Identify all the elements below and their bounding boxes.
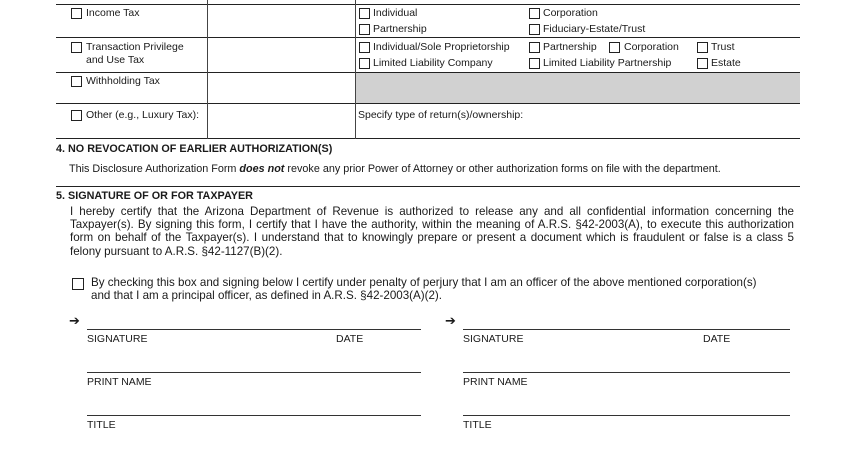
section5-certification-text: I hereby certify that the Arizona Department of Revenue is authorized to release any and all confidential information concerning the Taxpayer(s). By signing this form, I certify that I have the authority, within the meaning of A.R.S. §42-2003(A), to execute this authorization form on behalf of the Taxpayer(s). I understand that to knowingly prepare or present a document which is fraudulent or false is a class 5 felony pursuant to A.R.S. §42-1127(B)(2). — [70, 205, 794, 258]
income-corporation-checkbox[interactable] — [529, 8, 540, 19]
section4-bottom-rule — [56, 186, 800, 187]
income-individual-checkbox[interactable] — [359, 8, 370, 19]
tpt-llc-label: Limited Liability Company — [373, 57, 493, 69]
signature-arrow-icon: ➔ — [445, 314, 456, 329]
signature-line-right[interactable] — [463, 329, 790, 330]
signature-label-left: SIGNATURE — [87, 333, 148, 345]
tpt-label-line1: Transaction Privilege — [86, 41, 184, 53]
tpt-corporation-checkbox[interactable] — [609, 42, 620, 53]
income-fiduciary-label: Fiduciary-Estate/Trust — [543, 23, 646, 35]
income-tax-checkbox[interactable] — [71, 8, 82, 19]
section4-text-start: This Disclosure Authorization Form — [69, 163, 240, 175]
tpt-estate-label: Estate — [711, 57, 741, 69]
officer-certify-line2: and that I am a principal officer, as defined in A.R.S. §42-2003(A)(2). — [91, 289, 443, 302]
specify-ownership-field[interactable] — [358, 122, 798, 137]
tpt-sole-prop-label: Individual/Sole Proprietorship — [373, 41, 510, 53]
tpt-partnership-checkbox[interactable] — [529, 42, 540, 53]
specify-ownership-label: Specify type of return(s)/ownership: — [358, 109, 524, 121]
print-name-line-right[interactable] — [463, 372, 790, 373]
income-partnership-label: Partnership — [373, 23, 427, 35]
table-top-rule — [56, 4, 800, 5]
title-label-right: TITLE — [463, 419, 492, 431]
other-tax-checkbox[interactable] — [71, 110, 82, 121]
income-corporation-label: Corporation — [543, 7, 598, 19]
tpt-sole-prop-checkbox[interactable] — [359, 42, 370, 53]
section4-heading: 4. NO REVOCATION OF EARLIER AUTHORIZATION(S) — [56, 143, 333, 155]
officer-certify-line1: By checking this box and signing below I certify under penalty of perjury that I am an officer of the above mentioned corporation(s) — [91, 276, 757, 289]
tpt-trust-label: Trust — [711, 41, 735, 53]
income-fiduciary-checkbox[interactable] — [529, 24, 540, 35]
income-individual-label: Individual — [373, 7, 418, 19]
section4-text-emphasis: does not — [239, 163, 285, 175]
other-tax-label: Other (e.g., Luxury Tax): — [86, 109, 200, 121]
signature-arrow-icon: ➔ — [69, 314, 80, 329]
title-label-left: TITLE — [87, 419, 116, 431]
clipped-header-fragment — [215, 0, 355, 2]
tpt-trust-checkbox[interactable] — [697, 42, 708, 53]
date-label-right: DATE — [703, 333, 731, 345]
section4-text — [69, 163, 721, 176]
withholding-checkbox[interactable] — [71, 76, 82, 87]
tpt-checkbox[interactable] — [71, 42, 82, 53]
tpt-llc-checkbox[interactable] — [359, 58, 370, 69]
withholding-shaded-area — [356, 73, 800, 103]
officer-certify-checkbox[interactable] — [72, 278, 84, 290]
withholding-label: Withholding Tax — [86, 75, 160, 87]
table-col-divider — [207, 0, 208, 139]
signature-line-left[interactable] — [87, 329, 421, 330]
section5-heading: 5. SIGNATURE OF OR FOR TAXPAYER — [56, 190, 253, 202]
table-bottom-rule — [56, 138, 800, 139]
print-name-line-left[interactable] — [87, 372, 421, 373]
other-tax-detail-field[interactable] — [209, 105, 354, 137]
table-col-divider — [355, 0, 356, 139]
tpt-estate-checkbox[interactable] — [697, 58, 708, 69]
tpt-llp-checkbox[interactable] — [529, 58, 540, 69]
print-name-label-right: PRINT NAME — [463, 376, 528, 388]
signature-label-right: SIGNATURE — [463, 333, 524, 345]
title-line-right[interactable] — [463, 415, 790, 416]
income-tax-detail-field[interactable] — [209, 6, 354, 36]
tpt-partnership-label: Partnership — [543, 41, 597, 53]
income-partnership-checkbox[interactable] — [359, 24, 370, 35]
income-tax-label: Income Tax — [86, 7, 140, 19]
tpt-llp-label: Limited Liability Partnership — [543, 57, 672, 69]
print-name-label-left: PRINT NAME — [87, 376, 152, 388]
tpt-label-line2: and Use Tax — [86, 54, 145, 66]
table-row-rule — [56, 103, 800, 104]
tpt-corporation-label: Corporation — [624, 41, 679, 53]
title-line-left[interactable] — [87, 415, 421, 416]
date-label-left: DATE — [336, 333, 364, 345]
withholding-detail-field[interactable] — [209, 74, 354, 102]
tpt-detail-field[interactable] — [209, 39, 354, 71]
table-row-rule — [56, 37, 800, 38]
section4-text-end: revoke any prior Power of Attorney or other authorization forms on file with the department. — [284, 163, 721, 175]
